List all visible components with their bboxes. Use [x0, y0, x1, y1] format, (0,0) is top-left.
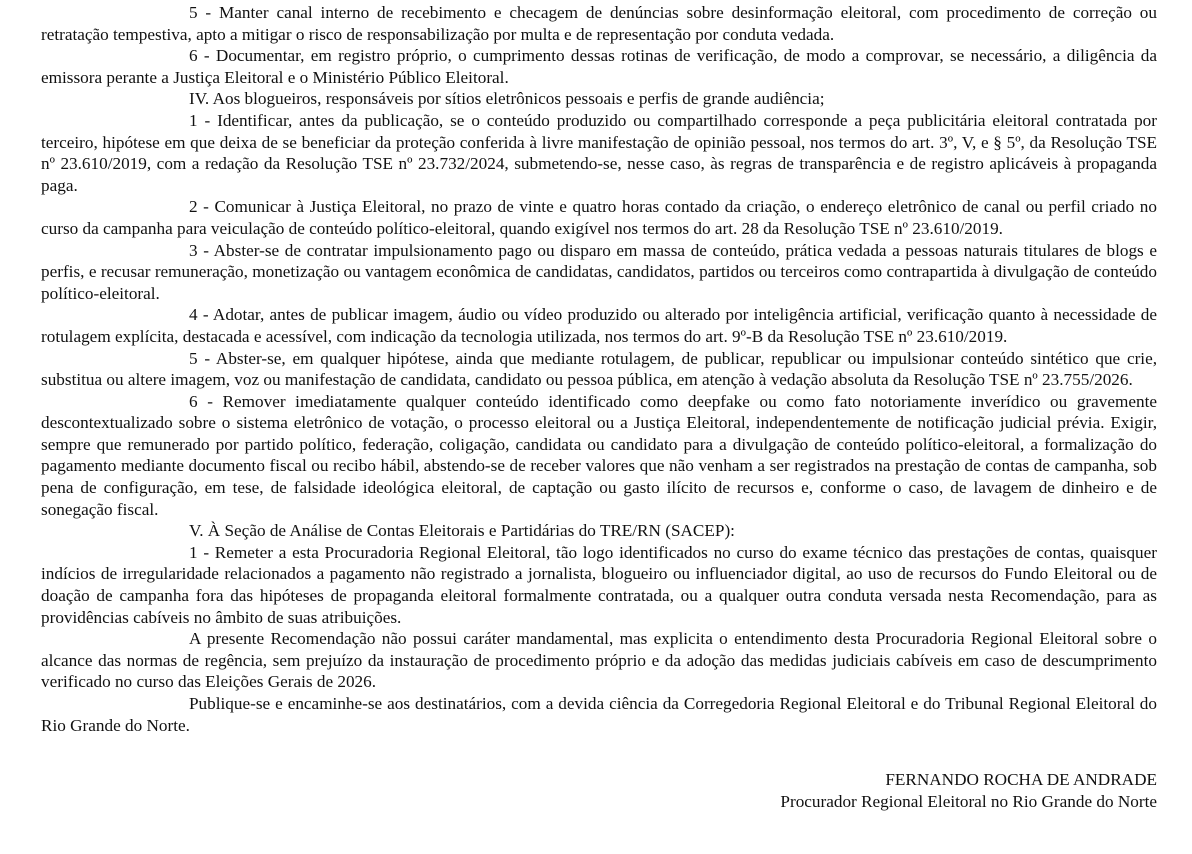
paragraph-item-6-remover: 6 - Remover imediatamente qualquer conteúdo identificado como deepfake ou como fato notoriamente inverídico ou gravemente descontextualizado sobre o sistema eletrônico de votação, o processo eleitoral ou a Justiça Eleitoral, independentemente de notificação judicial prévia. Exigir, sempre que remunerado por partido político, federação, coligação, candidata ou candidato para a divulgação de conteúdo político-eleitoral, a formalização do pagamento mediante documento fiscal ou recibo hábil, abstendo-se de receber valores que não venham a ser registrados na prestação de contas de campanha, sob pena de configuração, em tese, de falsidade ideológica eleitoral, de captação ou gasto ilícito de recursos e, conforme o caso, de lavagem de dinheiro e de sonegação fiscal. [41, 391, 1157, 519]
paragraph-item-3-abster-contratar: 3 - Abster-se de contratar impulsionamento pago ou disparo em massa de conteúdo, prática vedada a pessoas naturais titulares de blogs e perfis, e recusar remuneração, monetização ou vantagem econômica de candidatas, candidatos, partidos ou terceiros como contrapartida à divulgação de conteúdo político-eleitoral. [41, 240, 1157, 303]
signature-spacer [41, 736, 1157, 769]
paragraph-item-2-comunicar: 2 - Comunicar à Justiça Eleitoral, no prazo de vinte e quatro horas contado da criação, o endereço eletrônico de canal ou perfil criado no curso da campanha para veiculação de conteúdo político-eleitoral, quando exigível nos termos do art. 28 da Resolução TSE nº 23.610/2019. [41, 197, 1157, 238]
paragraph-item-5-abster-publicar: 5 - Abster-se, em qualquer hipótese, ainda que mediante rotulagem, de publicar, republicar ou impulsionar conteúdo sintético que crie, substitua ou altere imagem, voz ou manifestação de candidata, candidato ou pessoa pública, em atenção à vedação absoluta da Resolução TSE nº 23.755/2026. [41, 348, 1157, 390]
paragraph-closing-recomendacao: A presente Recomendação não possui caráter mandamental, mas explicita o entendimento desta Procuradoria Regional Eleitoral sobre o alcance das normas de regência, sem prejuízo da instauração de procedimento próprio e da adoção das medidas judiciais cabíveis em caso de descumprimento verificado no curso das Eleições Gerais de 2026. [41, 629, 1157, 692]
paragraph-closing-publique-se: Publique-se e encaminhe-se aos destinatários, com a devida ciência da Corregedoria Regional Eleitoral e do Tribunal Regional Eleitoral do Rio Grande do Norte. [41, 694, 1157, 735]
signature-title: Procurador Regional Eleitoral no Rio Grande do Norte [780, 791, 1157, 811]
paragraph-item-4-adotar: 4 - Adotar, antes de publicar imagem, áudio ou vídeo produzido ou alterado por inteligência artificial, verificação quanto à necessidade de rotulagem explícita, destacada e acessível, com indicação da tecnologia utilizada, nos termos do art. 9º-B da Resolução TSE nº 23.610/2019. [41, 305, 1157, 346]
paragraph-item-5-manter-canal: 5 - Manter canal interno de recebimento e checagem de denúncias sobre desinformação eleitoral, com procedimento de correção ou retratação tempestiva, apto a mitigar o risco de responsabilização por multa e de representação por conduta vedada. [41, 3, 1157, 44]
section-heading-v-sacep: V. À Seção de Análise de Contas Eleitorais e Partidárias do TRE/RN (SACEP): [189, 521, 735, 541]
signature-name: FERNANDO ROCHA DE ANDRADE [885, 770, 1157, 790]
section-heading-iv-blogueiros: IV. Aos blogueiros, responsáveis por sítios eletrônicos pessoais e perfis de grande audiência; [189, 89, 825, 109]
signature-block [41, 769, 1157, 812]
document-body [41, 2, 1157, 812]
paragraph-item-1-identificar: 1 - Identificar, antes da publicação, se o conteúdo produzido ou compartilhado corresponde a peça publicitária eleitoral contratada por terceiro, hipótese em que deixa de se beneficiar da proteção conferida à livre manifestação de opinião pessoal, nos termos do art. 3º, V, e § 5º, da Resolução TSE nº 23.610/2019, com a redação da Resolução TSE nº 23.732/2024, submetendo-se, nesse caso, às regras de transparência e de registro aplicáveis à propaganda paga. [41, 110, 1157, 195]
paragraph-item-1-remeter: 1 - Remeter a esta Procuradoria Regional Eleitoral, tão logo identificados no curso do exame técnico das prestações de contas, quaisquer indícios de irregularidade relacionados a pagamento não registrado a jornalista, blogueiro ou influenciador digital, ao uso de recursos do Fundo Eleitoral ou de doação de campanha fora das hipóteses de propaganda eleitoral formalmente contratada, ou a qualquer outra conduta versada nesta Recomendação, para as providências cabíveis no âmbito de suas atribuições. [41, 542, 1157, 627]
paragraph-item-6-documentar: 6 - Documentar, em registro próprio, o cumprimento dessas rotinas de verificação, de modo a comprovar, se necessário, a diligência da emissora perante a Justiça Eleitoral e o Ministério Público Eleitoral. [41, 46, 1157, 87]
